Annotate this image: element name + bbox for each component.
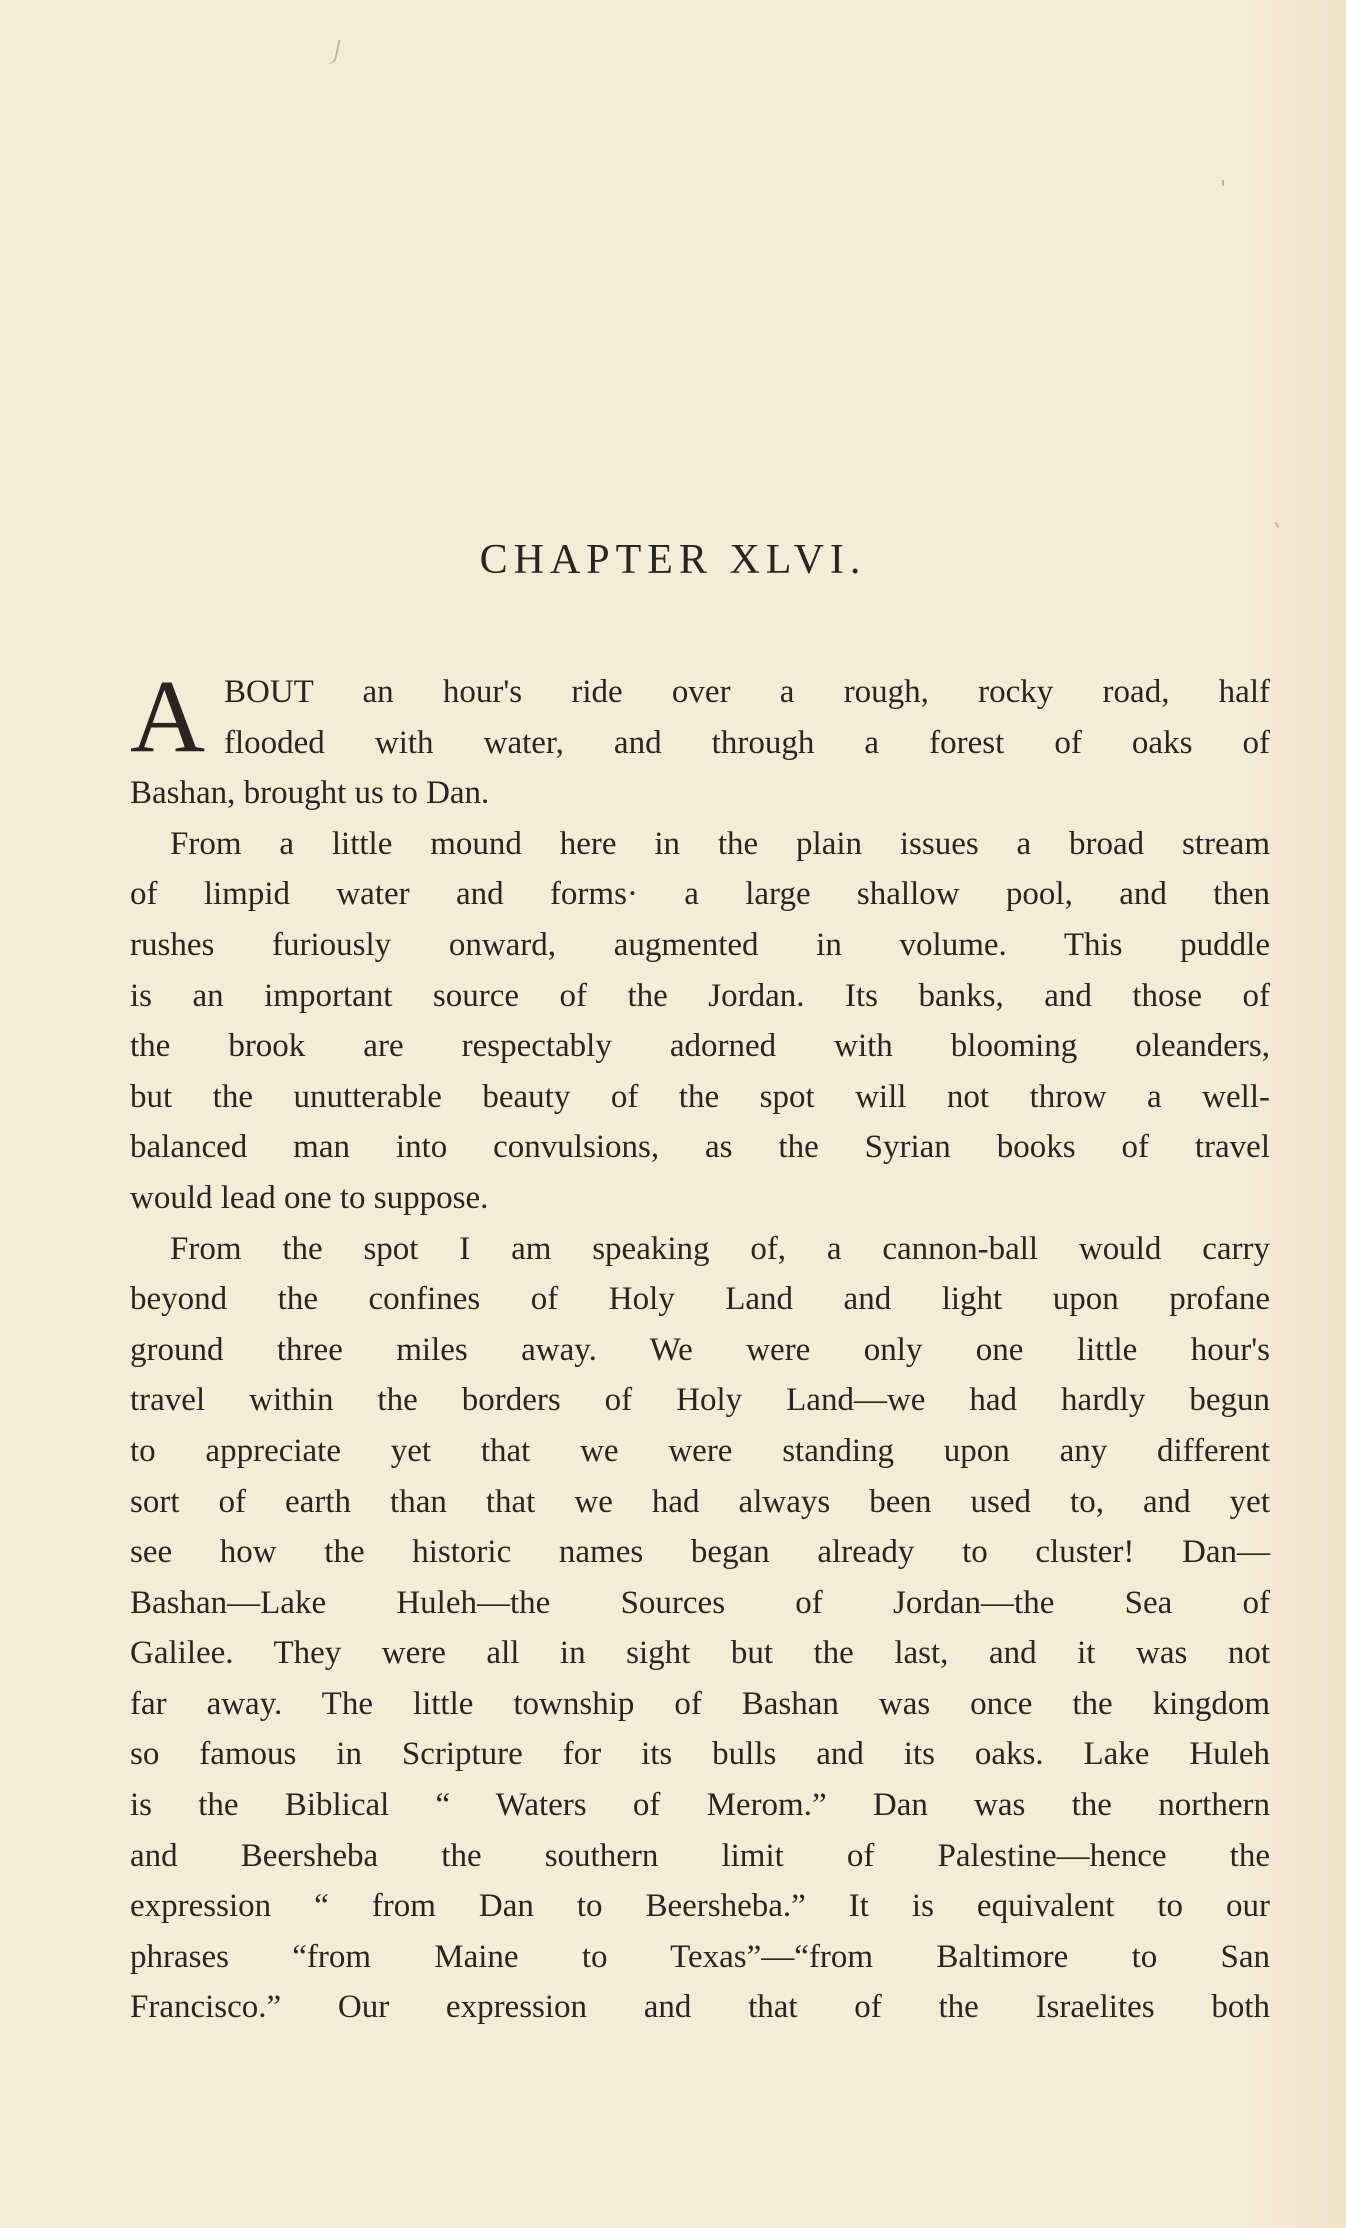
- pencil-mark: [319, 37, 340, 66]
- text-line: phrases “from Maine to Texas”—“from Baltimore to San: [130, 1938, 1270, 1975]
- text-line: Bashan—Lake Huleh—the Sources of Jordan—the Sea of: [130, 1584, 1270, 1621]
- text-line: Galilee. They were all in sight but the last, and it was not: [130, 1635, 1270, 1672]
- opening-paragraph: [130, 659, 1270, 774]
- text-line: to appreciate yet that we were standing upon any different: [130, 1432, 1270, 1469]
- text-line: far away. The little township of Bashan was once the kingdom: [130, 1685, 1270, 1722]
- text-line: flooded with water, and through a forest of oaks of: [224, 724, 1270, 761]
- text-line: Bashan, brought us to Dan.: [130, 775, 490, 812]
- text-line: beyond the confines of Holy Land and light upon profane: [130, 1281, 1270, 1318]
- drop-cap: A: [130, 659, 206, 774]
- chapter-heading: CHAPTER XLVI.: [479, 537, 867, 583]
- text-line: ground three miles away. We were only one little hour's: [130, 1331, 1270, 1368]
- text-line: expression “ from Dan to Beersheba.” It is equivalent to our: [130, 1888, 1270, 1925]
- text-line: is an important source of the Jordan. Its banks, and those of: [130, 977, 1270, 1014]
- text-line: travel within the borders of Holy Land—we had hardly begun: [130, 1382, 1270, 1419]
- text-line: but the unutterable beauty of the spot will not throw a well-: [130, 1078, 1270, 1115]
- text-line: is the Biblical “ Waters of Merom.” Dan was the northern: [130, 1787, 1270, 1824]
- text-line: From a little mound here in the plain issues a broad stream: [170, 825, 1270, 862]
- text-line: so famous in Scripture for its bulls and its oaks. Lake Huleh: [130, 1736, 1270, 1773]
- text-line: would lead one to suppose.: [130, 1179, 489, 1216]
- ink-speck: [1275, 522, 1280, 528]
- ink-speck: [1222, 180, 1224, 186]
- paragraph: [130, 1224, 1270, 2034]
- text-line: balanced man into convulsions, as the Syrian books of travel: [130, 1129, 1270, 1166]
- body-text: [130, 659, 1270, 2033]
- text-line: see how the historic names began already to cluster! Dan—: [130, 1534, 1270, 1571]
- text-line: sort of earth than that we had always been used to, and yet: [130, 1483, 1270, 1520]
- paragraph: [130, 819, 1270, 1224]
- text-line: BOUT an hour's ride over a rough, rocky road, half: [224, 674, 1270, 710]
- text-line: Francisco.” Our expression and that of the Israelites both: [130, 1989, 1270, 2026]
- text-line: and Beersheba the southern limit of Palestine—hence the: [130, 1837, 1270, 1874]
- text-line: rushes furiously onward, augmented in volume. This puddle: [130, 926, 1270, 963]
- text-line: the brook are respectably adorned with blooming oleanders,: [130, 1028, 1270, 1065]
- text-line: From the spot I am speaking of, a cannon-ball would carry: [170, 1230, 1270, 1267]
- text-line: of limpid water and forms· a large shallow pool, and then: [130, 876, 1270, 913]
